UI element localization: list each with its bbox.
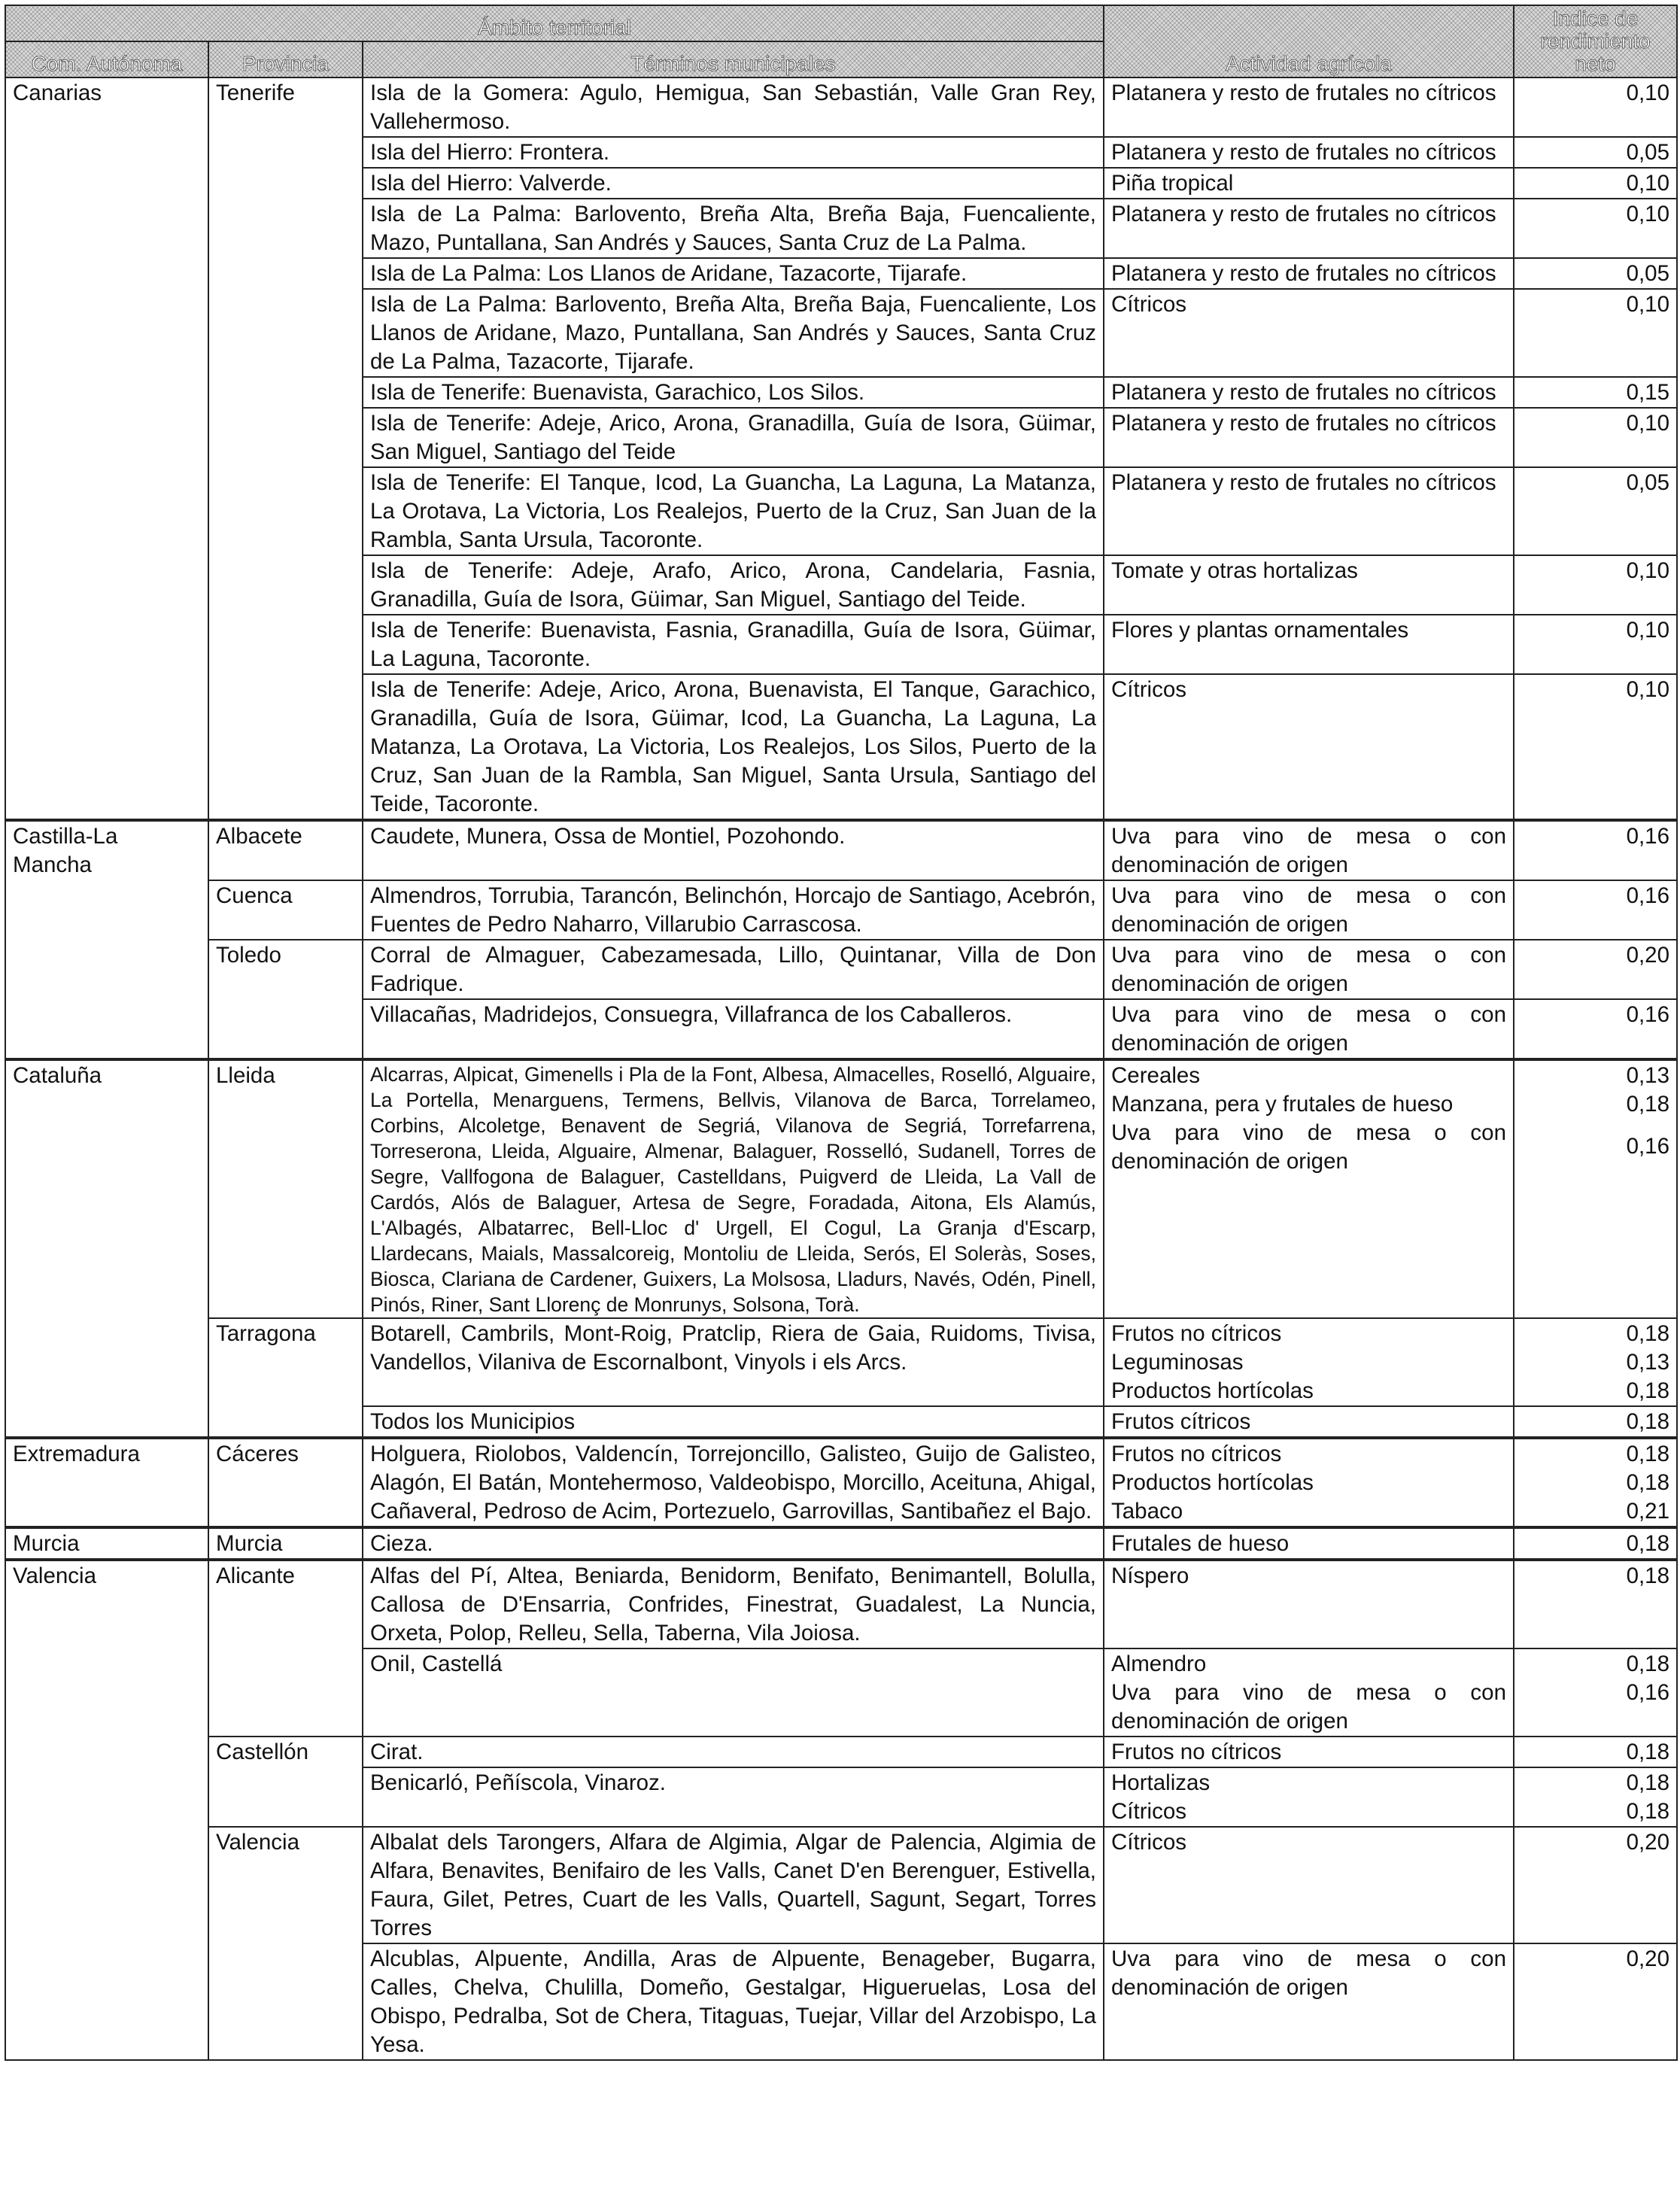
spacer xyxy=(1521,1119,1669,1132)
indice-cell: 0,16 xyxy=(1514,999,1677,1059)
actividad-cell: Uva para vino de mesa o con denominación de origen xyxy=(1104,820,1514,880)
terminos-cell: Isla de Tenerife: Adeje, Arafo, Arico, Arona, Candelaria, Fasnia, Granadilla, Guía de Isora, Güimar, San Miguel, Santiago del Teide. xyxy=(363,555,1104,615)
actividad-cell: Uva para vino de mesa o con denominación de origen xyxy=(1104,940,1514,999)
actividad-cell: Frutos cítricos xyxy=(1104,1406,1514,1438)
indice-line: 0,18 xyxy=(1626,1378,1669,1403)
indice-line: 0,18 xyxy=(1626,1442,1669,1466)
indice-cell: 0,05 xyxy=(1514,467,1677,555)
actividad-cell: Cítricos xyxy=(1104,674,1514,820)
indice-cell: 0,05 xyxy=(1514,137,1677,168)
indice-line: 0,16 xyxy=(1626,1680,1669,1705)
terminos-cell: Isla de Tenerife: Adeje, Arico, Arona, Granadilla, Guía de Isora, Güimar, San Miguel, Santiago del Teide xyxy=(363,408,1104,467)
terminos-cell: Caudete, Munera, Ossa de Montiel, Pozohondo. xyxy=(363,820,1104,880)
actividad-line: Manzana, pera y frutales de hueso xyxy=(1111,1092,1454,1117)
terminos-cell: Isla del Hierro: Frontera. xyxy=(363,137,1104,168)
actividad-cell: Uva para vino de mesa o con denominación de origen xyxy=(1104,1943,1514,2060)
actividad-line: Tabaco xyxy=(1111,1499,1183,1524)
table-row xyxy=(5,1827,1677,1943)
indice-cell: 0,20 xyxy=(1514,1827,1677,1943)
provincia-cell: Tenerife xyxy=(208,77,363,820)
indice-cell: 0,05 xyxy=(1514,258,1677,289)
indice-cell xyxy=(1514,1059,1677,1318)
actividad-line: Productos hortícolas xyxy=(1111,1470,1314,1495)
terminos-cell: Isla de La Palma: Los Llanos de Aridane, Tazacorte, Tijarafe. xyxy=(363,258,1104,289)
provincia-cell: Toledo xyxy=(208,940,363,1059)
terminos-cell: Albalat dels Tarongers, Alfara de Algimia, Algar de Palencia, Algimia de Alfara, Benavites, Benifairo de les Valls, Canet D'en Berenguer, Estivella, Faura, Gilet, Petres, Cuart de les Valls, Quartell, Sagunt, Segart, Torres Torres xyxy=(363,1827,1104,1943)
indice-cell: 0,20 xyxy=(1514,1943,1677,2060)
actividad-cell: Piña tropical xyxy=(1104,168,1514,199)
indice-line: 0,18 xyxy=(1626,1770,1669,1795)
indice-cell: 0,10 xyxy=(1514,555,1677,615)
provincia-cell: Tarragona xyxy=(208,1318,363,1438)
provincia-cell: Castellón xyxy=(208,1737,363,1827)
provincia-cell: Alicante xyxy=(208,1560,363,1737)
terminos-cell: Corral de Almaguer, Cabezamesada, Lillo, Quintanar, Villa de Don Fadrique. xyxy=(363,940,1104,999)
indice-line: 0,18 xyxy=(1626,1799,1669,1824)
terminos-cell: Isla de Tenerife: Buenavista, Garachico, Los Silos. xyxy=(363,377,1104,408)
table-row xyxy=(5,1737,1677,1767)
terminos-cell: Isla de La Palma: Barlovento, Breña Alta, Breña Baja, Fuencaliente, Los Llanos de Aridane, Mazo, Puntallana, San Andrés y Sauces, Santa Cruz de La Palma, Tazacorte, Tijarafe. xyxy=(363,289,1104,377)
provincia-cell: Albacete xyxy=(208,820,363,880)
terminos-cell: Isla de La Palma: Barlovento, Breña Alta, Breña Baja, Fuencaliente, Mazo, Puntallana, San Andrés y Sauces, Santa Cruz de La Palma. xyxy=(363,199,1104,258)
header-indice: Indice de rendimiento neto xyxy=(1514,5,1677,77)
actividad-cell: Platanera y resto de frutales no cítricos xyxy=(1104,137,1514,168)
actividad-cell xyxy=(1104,1318,1514,1406)
table-body xyxy=(5,77,1677,2060)
table-row xyxy=(5,1438,1677,1527)
indice-cell: 0,18 xyxy=(1514,1737,1677,1767)
com-cell: Extremadura xyxy=(5,1438,208,1527)
terminos-cell: Todos los Municipios xyxy=(363,1406,1104,1438)
actividad-line: Leguminosas xyxy=(1111,1350,1244,1375)
terminos-cell: Isla de Tenerife: Buenavista, Fasnia, Granadilla, Guía de Isora, Güimar, La Laguna, Tacoronte. xyxy=(363,615,1104,674)
table-row xyxy=(5,1318,1677,1406)
indice-cell: 0,10 xyxy=(1514,674,1677,820)
terminos-cell: Alcublas, Alpuente, Andilla, Aras de Alpuente, Benageber, Bugarra, Calles, Chelva, Chulilla, Domeño, Gestalgar, Higueruelas, Losa del Obispo, Pedralba, Sot de Chera, Titaguas, Tuejar, Villar del Arzobispo, La Yesa. xyxy=(363,1943,1104,2060)
indice-line: 0,18 xyxy=(1626,1651,1669,1676)
terminos-cell: Botarell, Cambrils, Mont-Roig, Pratclip, Riera de Gaia, Ruidoms, Tivisa, Vandellos, Vilaniva de Escornalbont, Vinyols i els Arcs. xyxy=(363,1318,1104,1406)
indice-line: 0,13 xyxy=(1626,1350,1669,1375)
indice-cell: 0,10 xyxy=(1514,77,1677,137)
indice-line: 0,21 xyxy=(1626,1499,1669,1524)
header-actividad: Actividad agrícola xyxy=(1104,5,1514,77)
indice-cell: 0,10 xyxy=(1514,615,1677,674)
header-provincia: Provincia xyxy=(208,41,363,77)
actividad-cell xyxy=(1104,1438,1514,1527)
indice-cell xyxy=(1514,1648,1677,1737)
actividad-line: Frutos no cítricos xyxy=(1111,1442,1282,1466)
terminos-cell: Onil, Castellá xyxy=(363,1648,1104,1737)
com-cell: Murcia xyxy=(5,1527,208,1560)
indice-line: 0,18 xyxy=(1626,1321,1669,1346)
provincia-cell: Lleida xyxy=(208,1059,363,1318)
indice-cell: 0,20 xyxy=(1514,940,1677,999)
actividad-cell: Platanera y resto de frutales no cítricos xyxy=(1104,377,1514,408)
indice-line: 0,13 xyxy=(1626,1063,1669,1088)
terminos-cell: Cirat. xyxy=(363,1737,1104,1767)
actividad-cell xyxy=(1104,1059,1514,1318)
actividad-cell: Tomate y otras hortalizas xyxy=(1104,555,1514,615)
header-ambito: Ámbito territorial xyxy=(5,5,1104,41)
table-row xyxy=(5,1527,1677,1560)
provincia-cell: Cuenca xyxy=(208,880,363,940)
actividad-cell: Cítricos xyxy=(1104,1827,1514,1943)
indice-line: 0,18 xyxy=(1626,1470,1669,1495)
provincia-cell: Murcia xyxy=(208,1527,363,1560)
provincia-cell: Valencia xyxy=(208,1827,363,2060)
actividad-cell: Frutales de hueso xyxy=(1104,1527,1514,1560)
actividad-line: Almendro xyxy=(1111,1651,1207,1676)
terminos-cell: Alcarras, Alpicat, Gimenells i Pla de la Font, Albesa, Almacelles, Roselló, Alguaire, La Portella, Menarguens, Termens, Bellvis, Vilanova de Barca, Torrelameo, Corbins, Alcoletge, Benavent de Segriá, Vilanova de Segriá, Torrefarrena, Torreserona, Lleida, Alguaire, Almenar, Balaguer, Rosselló, Sudanell, Torres de Segre, Vallfogona de Balaguer, Castelldans, Puigverd de Lleida, La Vall de Cardós, Alós de Balaguer, Artesa de Segre, Foradada, Aitona, Els Alamús, L'Albagés, Albatarrec, Bell-Lloc d' Urgell, El Cogul, La Granja d'Escarp, Llardecans, Maials, Massalcoreig, Montoliu de Lleida, Serós, El Soleràs, Soses, Biosca, Clariana de Cardener, Guixers, La Molsosa, Lladurs, Navés, Odén, Pinell, Pinós, Riner, Sant Llorenç de Monrunys, Solsona, Torà. xyxy=(363,1059,1104,1318)
indice-line: 0,16 xyxy=(1626,1134,1669,1159)
actividad-cell xyxy=(1104,1648,1514,1737)
terminos-cell: Villacañas, Madridejos, Consuegra, Villafranca de los Caballeros. xyxy=(363,999,1104,1059)
com-cell: Valencia xyxy=(5,1560,208,2060)
com-cell: Castilla-La Mancha xyxy=(5,820,208,1059)
actividad-line: Uva para vino de mesa o con denominación de origen xyxy=(1111,1120,1506,1174)
table-row xyxy=(5,940,1677,999)
actividad-cell: Platanera y resto de frutales no cítricos xyxy=(1104,408,1514,467)
actividad-cell xyxy=(1104,1767,1514,1827)
table-row xyxy=(5,1059,1677,1318)
actividad-cell: Frutos no cítricos xyxy=(1104,1737,1514,1767)
indice-cell xyxy=(1514,1318,1677,1406)
indice-cell: 0,18 xyxy=(1514,1406,1677,1438)
actividad-line: Hortalizas xyxy=(1111,1770,1211,1795)
terminos-cell: Benicarló, Peñíscola, Vinaroz. xyxy=(363,1767,1104,1827)
actividad-line: Productos hortícolas xyxy=(1111,1378,1314,1403)
indice-cell: 0,10 xyxy=(1514,289,1677,377)
indice-cell: 0,10 xyxy=(1514,408,1677,467)
rendimiento-table xyxy=(5,5,1678,2061)
header-terminos: Términos municipales xyxy=(363,41,1104,77)
indice-cell: 0,15 xyxy=(1514,377,1677,408)
terminos-cell: Isla de Tenerife: El Tanque, Icod, La Guancha, La Laguna, La Matanza, La Orotava, La Victoria, Los Realejos, Puerto de la Cruz, San Juan de la Rambla, Santa Ursula, Tacoronte. xyxy=(363,467,1104,555)
actividad-line: Frutos no cítricos xyxy=(1111,1321,1282,1346)
actividad-cell: Platanera y resto de frutales no cítricos xyxy=(1104,467,1514,555)
actividad-cell: Uva para vino de mesa o con denominación de origen xyxy=(1104,999,1514,1059)
table-row xyxy=(5,880,1677,940)
indice-cell xyxy=(1514,1438,1677,1527)
terminos-cell: Isla de la Gomera: Agulo, Hemigua, San Sebastián, Valle Gran Rey, Vallehermoso. xyxy=(363,77,1104,137)
actividad-cell: Platanera y resto de frutales no cítricos xyxy=(1104,77,1514,137)
indice-cell: 0,18 xyxy=(1514,1527,1677,1560)
table-row xyxy=(5,820,1677,880)
indice-cell xyxy=(1514,1767,1677,1827)
provincia-cell: Cáceres xyxy=(208,1438,363,1527)
table-row xyxy=(5,77,1677,137)
indice-cell: 0,16 xyxy=(1514,820,1677,880)
terminos-cell: Holguera, Riolobos, Valdencín, Torrejoncillo, Galisteo, Guijo de Galisteo, Alagón, El Batán, Montehermoso, Valdeobispo, Morcillo, Aceituna, Ahigal, Cañaveral, Pedroso de Acim, Portezuelo, Garrovillas, Santibañez el Bajo. xyxy=(363,1438,1104,1527)
actividad-cell: Níspero xyxy=(1104,1560,1514,1648)
actividad-cell: Uva para vino de mesa o con denominación de origen xyxy=(1104,880,1514,940)
terminos-cell: Alfas del Pí, Altea, Beniarda, Benidorm, Benifato, Benimantell, Bolulla, Callosa de D'Ensarria, Confrides, Finestrat, Guadalest, La Nuncia, Orxeta, Polop, Relleu, Sella, Taberna, Vila Joiosa. xyxy=(363,1560,1104,1648)
actividad-line: Cereales xyxy=(1111,1063,1201,1088)
table-header xyxy=(5,5,1677,77)
actividad-cell: Platanera y resto de frutales no cítricos xyxy=(1104,258,1514,289)
com-cell: Canarias xyxy=(5,77,208,820)
header-com: Com. Autónoma xyxy=(5,41,208,77)
actividad-cell: Cítricos xyxy=(1104,289,1514,377)
actividad-line: Uva para vino de mesa o con denominación de origen xyxy=(1111,1680,1506,1734)
indice-line: 0,18 xyxy=(1626,1092,1669,1117)
terminos-cell: Isla del Hierro: Valverde. xyxy=(363,168,1104,199)
com-cell: Cataluña xyxy=(5,1059,208,1438)
indice-cell: 0,10 xyxy=(1514,168,1677,199)
actividad-cell: Flores y plantas ornamentales xyxy=(1104,615,1514,674)
indice-cell: 0,16 xyxy=(1514,880,1677,940)
terminos-cell: Cieza. xyxy=(363,1527,1104,1560)
terminos-cell: Isla de Tenerife: Adeje, Arico, Arona, Buenavista, El Tanque, Garachico, Granadilla, Guía de Isora, Güimar, Icod, La Guancha, La Laguna, La Matanza, La Orotava, La Victoria, Los Realejos, Los Silos, Puerto de la Cruz, San Juan de la Rambla, San Miguel, Santa Ursula, Santiago del Teide, Tacoronte. xyxy=(363,674,1104,820)
terminos-cell: Almendros, Torrubia, Tarancón, Belinchón, Horcajo de Santiago, Acebrón, Fuentes de Pedro Naharro, Villarubio Carrascosa. xyxy=(363,880,1104,940)
indice-cell: 0,18 xyxy=(1514,1560,1677,1648)
indice-cell: 0,10 xyxy=(1514,199,1677,258)
actividad-line: Cítricos xyxy=(1111,1799,1186,1824)
actividad-cell: Platanera y resto de frutales no cítricos xyxy=(1104,199,1514,258)
table-row xyxy=(5,1560,1677,1648)
